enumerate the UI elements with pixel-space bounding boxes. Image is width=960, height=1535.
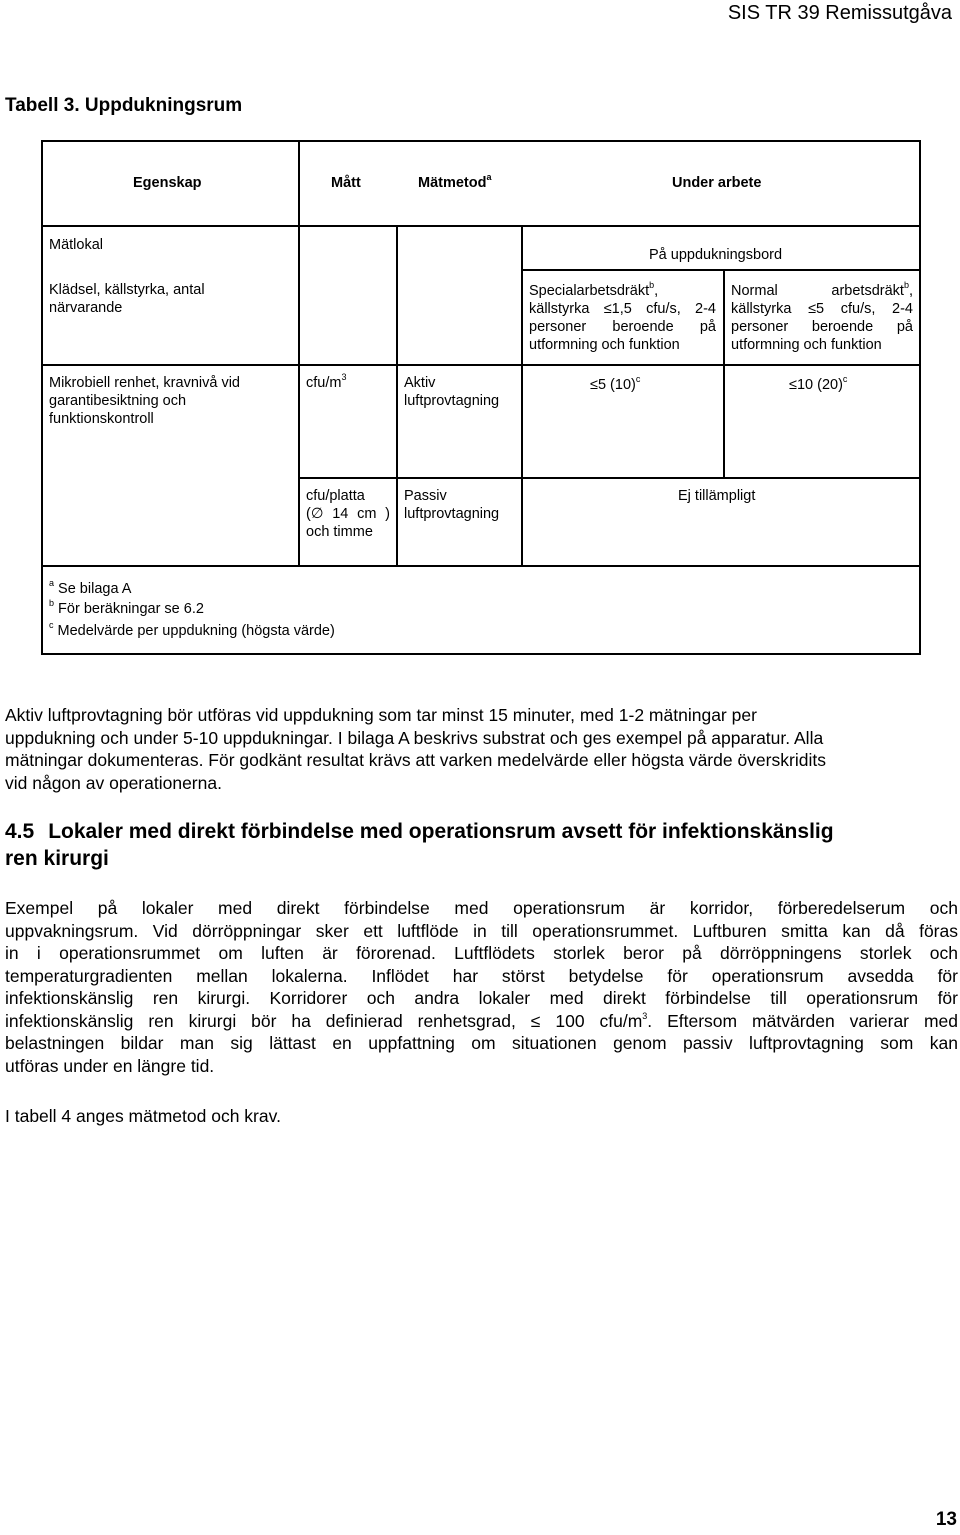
cell-cfu-platta: cfu/platta (∅ 14 cm ) och timme [306, 488, 390, 540]
cell-cfu-m3: cfu/$m^3$ [306, 372, 347, 391]
col-divider [521, 225, 523, 566]
col-divider [396, 225, 398, 566]
paragraph-lokaler: Exempel på lokaler med direkt förbindelse med operationsrum är korridor, förberedelserum och uppvakningsrum. Vid dörröppningar sker ett luftflöde in till operationsrummet. Luftburen smitta kan då föras in i operationsrummet om luften är förorenad. Luftflödets storlek beror på dörröppningens storlek och temperaturgradienten mellan lokalerna. Inflödet har störst betydelse för operationsrum avsedda för infektionskänslig ren kirurgi. Korridorer och andra lokaler med direkt förbindelse till operationsrum för infektionskänslig ren kirurgi bör ha definierad renhetsgrad, ≤ 100 cfu/$m^3$. Eftersom mätvärden varierar med belastningen bildar man sig lättast en uppfattning om situationen genom passiv luftprovtagning som kan utföras under en längre tid. [5, 898, 958, 1076]
footnote-c: $^c$ Medelvärde per uppdukning (högsta värde) [49, 620, 335, 639]
cell-ej-tillampligt: Ej tillämpligt [678, 488, 756, 504]
cell-mikrobiell: Mikrobiell renhet, kravnivå vid garantibesiktning och funktionskontroll [49, 375, 240, 427]
row-divider [41, 565, 921, 567]
row-divider [41, 364, 921, 366]
cell-normal: Normal arbetsdräkt$^b$, källstyrka ≤5 cfu/s, 2-4 personer beroende på utformning och funktion [731, 280, 913, 353]
cell-value-normal: ≤10 $(20)^c$ [789, 374, 848, 393]
paragraph-aktiv: Aktiv luftprovtagning bör utföras vid uppdukning som tar minst 15 minuter, med 1-2 mätningar per uppdukning och under 5-10 uppdukningar. I bilaga A beskrivs substrat och ges exempel på apparatur. Alla mätningar dokumenteras. För godkänt resultat krävs att varken medelvärde eller högsta värde överskridits vid någon av operationerna. [5, 705, 826, 793]
running-title: SIS TR 39 Remissutgåva [727, 2, 952, 24]
cell-kladsel: Klädsel, källstyrka, antal närvarande [49, 282, 205, 316]
col-divider [298, 140, 300, 566]
footnote-b: $^b$ För beräkningar se 6.2 [49, 598, 204, 617]
cell-value-special: ≤5 $(10)^c$ [590, 374, 641, 393]
requirements-table [41, 140, 921, 655]
header-matmetod: Mätmetod$^a$ [418, 172, 492, 191]
row-divider [299, 477, 921, 479]
cell-aktiv: Aktiv luftprovtagning [404, 375, 500, 409]
paragraph-tabell4: I tabell 4 anges mätmetod och krav. [5, 1106, 281, 1126]
row-divider [41, 225, 921, 227]
cell-pa-uppdukningsbord: På uppdukningsbord [649, 247, 783, 263]
cell-special: Specialarbetsdräkt$^b$, källstyrka ≤1,5 cfu/s, 2-4 personer beroende på utformning och funktion [529, 280, 716, 353]
paragraph-line-renhetsgrad: infektionskänslig ren kirurgi bör ha definierad renhetsgrad, ≤ 100 cfu/$m^3$. Eftersom mätvärden varierar med [5, 1010, 958, 1031]
section-heading: 4.5 Lokaler med direkt förbindelse med operationsrum avsett för infektionskänslig ren kirurgi [5, 820, 834, 870]
header-matt: Mått [331, 175, 361, 191]
header-egenskap: Egenskap [133, 175, 202, 191]
footnote-a: $^a$ Se bilaga A [49, 578, 132, 597]
header-under-arbete: Under arbete [672, 175, 762, 191]
page-number: 13 [935, 1509, 957, 1530]
cell-passiv: Passiv luftprovtagning [404, 488, 500, 522]
col-divider [723, 269, 725, 477]
table-caption: Tabell 3. Uppdukningsrum [5, 95, 243, 116]
row-divider [522, 269, 921, 271]
cell-matlokal: Mätlokal [49, 237, 103, 253]
